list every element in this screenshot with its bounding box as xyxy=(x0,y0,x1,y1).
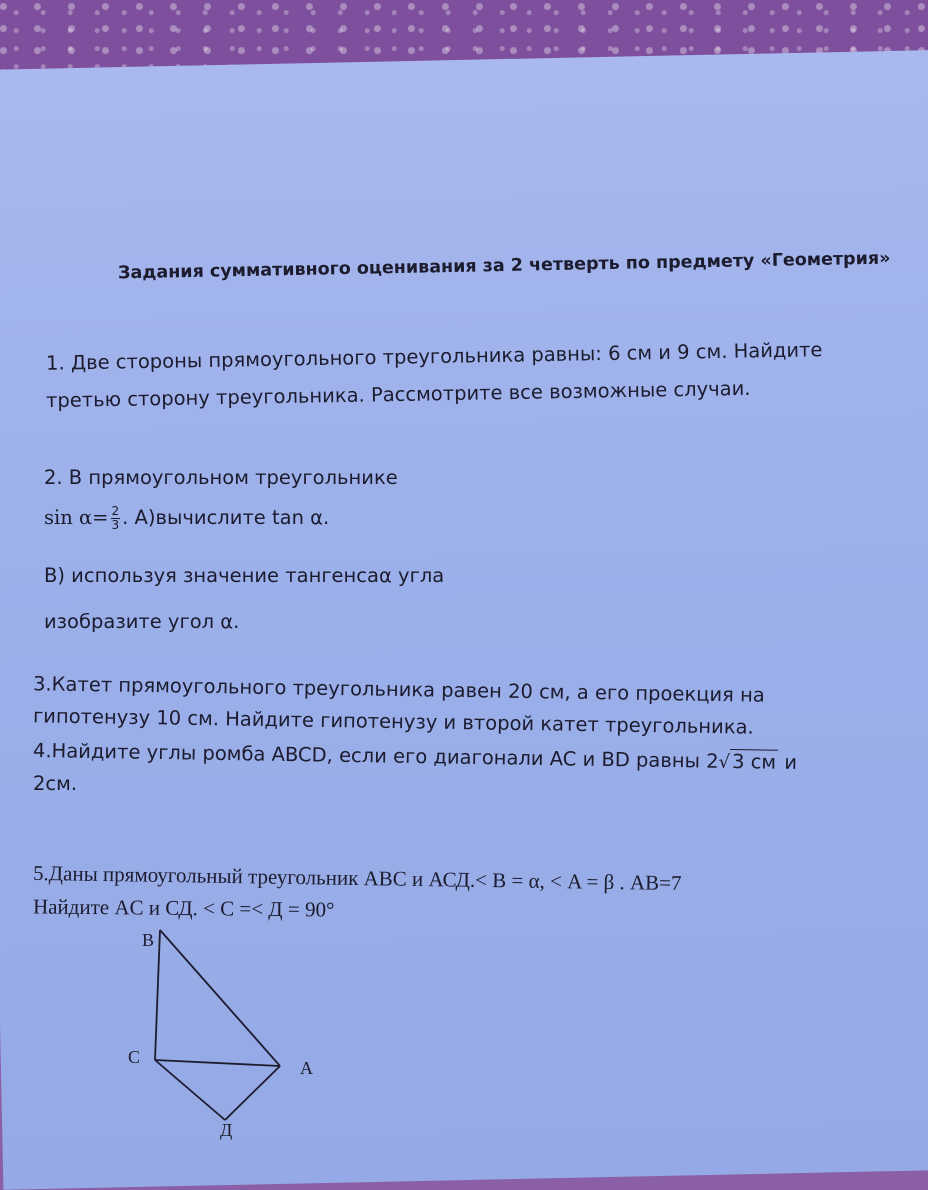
label-b: B xyxy=(142,930,155,950)
task4-line1-suffix: и xyxy=(777,750,798,774)
task3-line2: гипотенузу 10 см. Найдите гипотенузу и второй катет треугольника. xyxy=(32,704,754,739)
triangle-figure xyxy=(120,920,340,1140)
task2-fraction xyxy=(111,505,121,532)
segment-ba xyxy=(160,930,280,1066)
task2-line4: изобразите угол α. xyxy=(44,610,240,633)
label-a: A xyxy=(300,1058,313,1078)
task2-sin-suffix: . А)вычислите tan α. xyxy=(122,506,330,529)
document-title: Задания суммативного оценивания за 2 четверть по предмету «Геометрия» xyxy=(117,248,891,284)
task2-sin-prefix: sin α= xyxy=(44,506,109,529)
task2-line3: В) используя значение тангенсаα угла xyxy=(44,564,445,587)
fraction-denominator: 3 xyxy=(111,518,120,532)
segment-cd xyxy=(155,1060,225,1120)
label-c: C xyxy=(128,1047,141,1067)
task2-line2 xyxy=(44,505,329,532)
segment-ad xyxy=(225,1066,280,1120)
fraction-numerator: 2 xyxy=(111,504,120,518)
label-d: Д xyxy=(220,1120,233,1140)
task5-line1: 5.Даны прямоугольный треугольник ABC и АСД.< B = α, < A = β . AB=7 xyxy=(32,860,682,896)
task4-sqrt-value: 3 см xyxy=(730,749,778,774)
segment-bc xyxy=(155,930,160,1060)
task2-line1: 2. В прямоугольном треугольнике xyxy=(44,466,398,489)
task4-line2: 2см. xyxy=(33,772,78,795)
task1-line2: третью сторону треугольника. Рассмотрите все возможные случаи. xyxy=(45,376,751,413)
task4-line1-prefix: 4.Найдите углы ромба ABCD, если его диагонали AC и BD равны 2 xyxy=(32,739,719,773)
sqrt-sign: √ xyxy=(718,751,731,773)
task1-line1: 1. Две стороны прямоугольного треугольника равны: 6 см и 9 см. Найдите xyxy=(45,338,823,375)
task3-line1: 3.Катет прямоугольного треугольника равен 20 см, а его проекция на xyxy=(32,672,765,707)
segment-ca xyxy=(155,1060,280,1066)
task5-line2: Найдите AC и СД. < C =< Д = 90° xyxy=(32,894,335,922)
